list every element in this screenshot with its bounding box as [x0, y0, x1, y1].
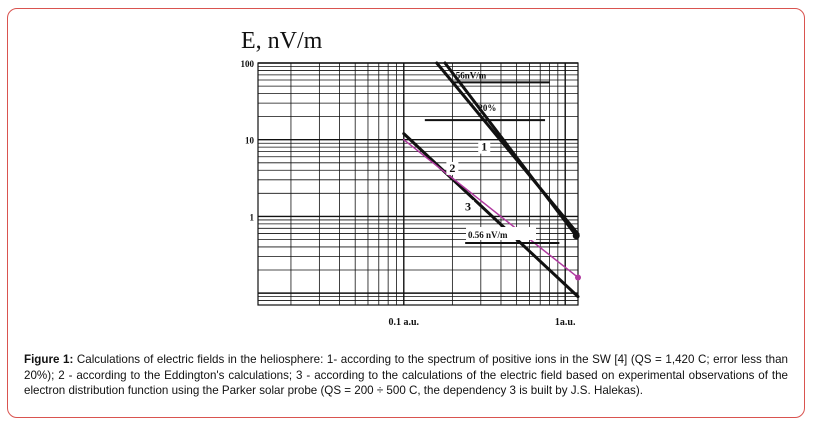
caption-text: Calculations of electric fields in the heliosphere: 1- according to the spectrum of positive ions in the SW [4] (QS = 1,420 C; error less than 20%); 2 - according to the Eddington's calculations; 3 - according to the calculations of the electric field based on experimental observations of the electron distribution function using the Parker solar probe (QS = 200 ÷ 500 C, the dependency 3 is built by J.S. Halekas). [24, 353, 788, 397]
y-tick-label: 1 [249, 212, 254, 223]
series-3-end-marker [575, 274, 581, 280]
caption-label: Figure 1: [24, 353, 74, 366]
ref-20-label: 20% [478, 103, 497, 114]
ref-56-label: 56nV/m [455, 70, 487, 81]
series-2-line [404, 134, 578, 297]
y-axis-label: E, nV/m [241, 28, 323, 54]
plot-border [258, 63, 578, 305]
lbl-1: 1 [481, 139, 488, 154]
ref-056-label: 0.56 nV/m [468, 230, 508, 241]
grid [258, 63, 578, 305]
y-tick-label: 100 [240, 59, 254, 69]
figure-caption [24, 352, 788, 399]
series-1-end-marker [573, 232, 580, 239]
x-tick-label: 0.1 a.u. [388, 317, 420, 328]
x-tick-label: 1a.u. [554, 317, 576, 328]
y-tick-label: 10 [245, 135, 254, 146]
lbl-3: 3 [465, 199, 472, 214]
lbl-2: 2 [449, 160, 456, 175]
